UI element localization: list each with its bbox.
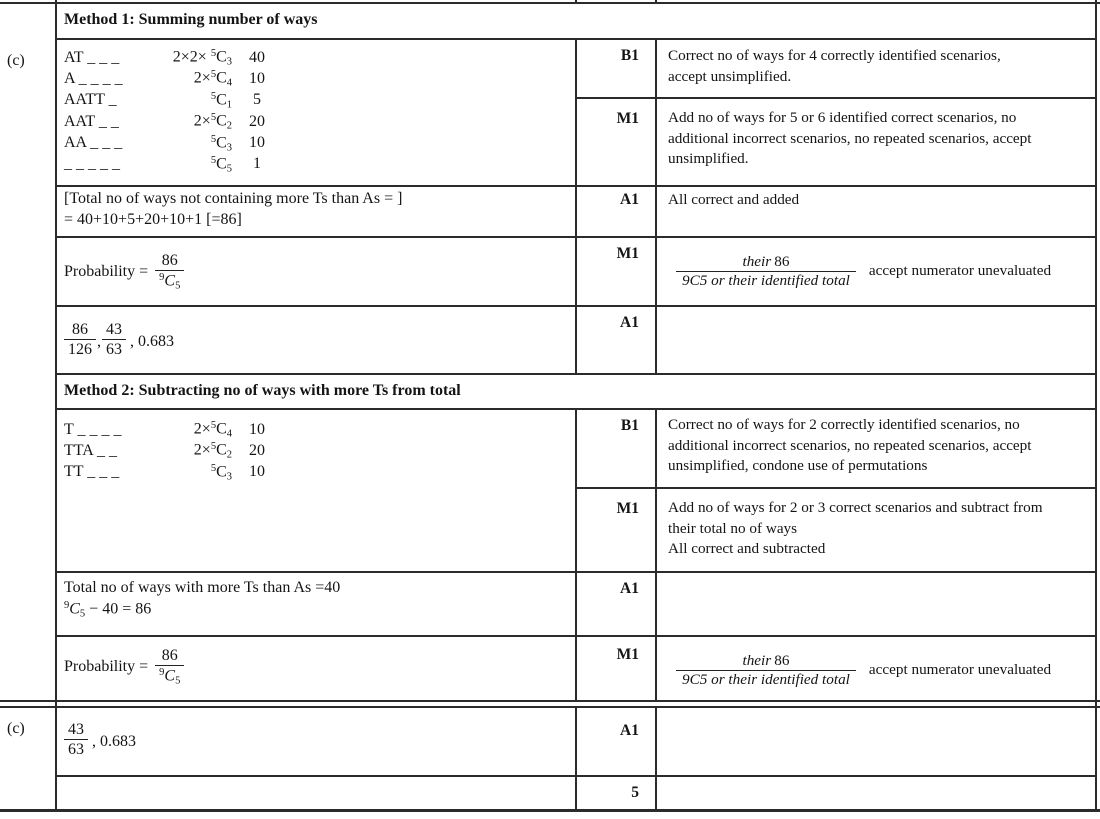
method2-header: Method 2: Subtracting no of ways with more Ts from total: [64, 382, 461, 399]
method1-scenario-table: [64, 48, 274, 176]
accept-note: accept numerator unevaluated: [868, 661, 1052, 678]
fraction-numerator: 86: [72, 321, 88, 338]
fraction-denominator: 126: [64, 339, 96, 359]
mark-code-m1: M1: [616, 110, 639, 127]
scenario-expression: [140, 112, 232, 132]
scenario-expression: [140, 441, 232, 461]
expr-subscript: 1: [226, 99, 232, 111]
expr-superscript: 5: [210, 48, 217, 59]
total-marks: 5: [631, 784, 639, 801]
scenario-row: [64, 112, 274, 133]
scenario-row: [64, 420, 274, 441]
method1-probability: [64, 241, 184, 303]
border-question-column: [55, 0, 57, 811]
expr-subscript: 3: [226, 142, 232, 154]
fraction-denominator: 63: [64, 739, 88, 759]
guidance-line: their total no of ways: [668, 519, 798, 537]
fraction-denominator: [155, 665, 184, 687]
scenario-ways: 10: [249, 134, 265, 152]
mark-code-m1: M1: [616, 245, 639, 262]
expr-superscript: 5: [210, 133, 217, 145]
method2-equation: [64, 600, 151, 620]
guidance-m1-b1: [668, 46, 1001, 87]
scenario-pattern: AT _ _ _: [64, 48, 120, 66]
scenario-row: [64, 155, 274, 176]
method1-total-line1: [Total no of ways not containing more Ts than As = ]: [64, 190, 403, 207]
border-guidance-column-a: [655, 39, 657, 375]
divider-b1-m1-method2: [575, 487, 1096, 489]
scenario-expression: [140, 420, 232, 440]
scenario-pattern: AA _ _ _: [64, 134, 123, 152]
guidance-m1-m1: [668, 108, 1031, 170]
guidance-line: Add no of ways for 5 or 6 identified correct scenarios, no: [668, 109, 1017, 126]
scenario-row: [64, 441, 274, 462]
final-answer: [64, 711, 136, 769]
probability-fraction: [155, 252, 184, 292]
expr-base: C: [216, 91, 227, 109]
guidance-line: unsimplified.: [668, 150, 749, 167]
guidance-line: additional incorrect scenarios, no repeated scenarios, accept: [668, 129, 1032, 147]
scenario-pattern: TTA _ _: [64, 441, 117, 459]
mark-code-b1: B1: [620, 47, 639, 64]
expr-base: C: [216, 69, 227, 87]
fraction-numerator: 43: [106, 321, 122, 338]
decimal-answer: , 0.683: [92, 733, 136, 750]
scenario-pattern: AAT _ _: [64, 112, 119, 130]
numerator-value: 86: [774, 651, 790, 669]
guidance-line: unsimplified, condone use of permutations: [668, 457, 928, 474]
scenario-pattern: AATT _: [64, 91, 117, 109]
fraction-numerator: 86: [161, 252, 178, 270]
guidance-m1-a1: [668, 190, 799, 211]
den-superscript: 9: [159, 272, 165, 284]
scenario-pattern: _ _ _ _ _: [64, 155, 120, 173]
method2-scenario-table: [64, 420, 274, 484]
mark-code-a1: A1: [620, 580, 639, 597]
expr-base: C: [216, 420, 227, 438]
guidance-m1-fraction-note: [676, 243, 1051, 299]
guidance-line: All correct and subtracted: [668, 540, 826, 557]
border-marks-column-stub: [575, 0, 577, 3]
question-part-label: (c): [7, 52, 25, 69]
expr-superscript: 5: [210, 154, 217, 166]
scenario-expression: [140, 91, 232, 111]
mark-code-b1: B1: [620, 417, 639, 434]
guidance-line: Correct no of ways for 4 correctly identified scenarios,: [668, 47, 1001, 64]
guidance-m2-b1: [668, 415, 1031, 477]
decimal-answer: , 0.683: [130, 333, 174, 350]
fraction-numerator: 43: [68, 721, 84, 738]
guidance-line: All correct and added: [668, 191, 800, 208]
expr-subscript: 4: [226, 428, 232, 440]
expr-prefix: 2×: [193, 441, 211, 459]
numerator-italic: their: [742, 252, 772, 270]
eq-rest: − 40 = 86: [85, 600, 152, 618]
double-rule-upper: [0, 700, 1100, 702]
guidance-line: accept unsimplified.: [668, 67, 792, 85]
mark-code-a1: A1: [620, 314, 639, 331]
scenario-pattern: TT _ _ _: [64, 463, 120, 481]
den-base: C: [164, 272, 176, 290]
divider-top: [0, 2, 1100, 4]
scenario-expression: [140, 69, 232, 89]
mark-code-a1: A1: [620, 191, 639, 208]
scenario-ways: 40: [249, 48, 265, 66]
method1-answer: [64, 309, 174, 371]
scenario-expression: [140, 48, 232, 68]
expr-base: C: [216, 112, 227, 130]
mark-code-m1: M1: [616, 646, 639, 663]
mark-code-a1: A1: [620, 722, 639, 739]
probability-label: Probability =: [64, 263, 149, 280]
expr-prefix: 2×: [193, 112, 211, 130]
border-guidance-column-b: [655, 409, 657, 702]
border-right-edge: [1095, 0, 1097, 811]
scenario-expression: [140, 134, 232, 154]
their-fraction: [676, 253, 856, 290]
scenario-expression: [140, 463, 232, 483]
scenario-row: [64, 463, 274, 484]
expr-subscript: 5: [226, 163, 232, 175]
scenario-pattern: T _ _ _ _: [64, 420, 122, 438]
den-subscript: 5: [175, 675, 181, 687]
final-fraction: [64, 721, 88, 759]
border-guidance-column-c: [655, 707, 657, 811]
border-guidance-column-stub: [655, 0, 657, 3]
comma-separator: ,: [97, 333, 101, 350]
answer-fraction-1: [64, 321, 96, 359]
scenario-ways: 1: [253, 155, 261, 173]
their-fraction: [676, 652, 856, 689]
fraction-denominator: [155, 270, 184, 292]
guidance-line: Add no of ways for 2 or 3 correct scenarios and subtract from: [668, 499, 1043, 516]
expr-base: C: [216, 441, 227, 459]
scenario-ways: 20: [249, 441, 265, 459]
expr-prefix: 2×: [193, 69, 211, 87]
expr-superscript: 5: [210, 441, 217, 453]
fraction-denominator: 9C5 or their identified total: [676, 670, 856, 689]
scenario-row: [64, 69, 274, 90]
expr-subscript: 3: [226, 471, 232, 483]
expr-superscript: 5: [210, 90, 217, 102]
method1-header: Method 1: Summing number of ways: [64, 11, 318, 28]
eq-superscript: 9: [64, 600, 70, 611]
expr-superscript: 5: [210, 462, 217, 474]
expr-base: C: [216, 48, 227, 66]
method2-total-line1: Total no of ways with more Ts than As =40: [64, 579, 341, 596]
scenario-ways: 20: [249, 112, 265, 130]
guidance-line: additional incorrect scenarios, no repeated scenarios, accept: [668, 436, 1032, 454]
method2-probability: [64, 638, 184, 696]
numerator-italic: their: [742, 651, 772, 669]
scenario-ways: 10: [249, 463, 265, 481]
accept-note: accept numerator unevaluated: [868, 262, 1052, 279]
den-subscript: 5: [175, 280, 181, 292]
divider-bottom: [0, 809, 1100, 812]
guidance-line: Correct no of ways for 2 correctly identified scenarios, no: [668, 416, 1020, 433]
expr-base: C: [216, 463, 227, 481]
scenario-ways: 5: [253, 91, 261, 109]
eq-subscript: 5: [79, 608, 86, 620]
scenario-row: [64, 134, 274, 155]
expr-superscript: 5: [210, 69, 217, 81]
expr-subscript: 2: [226, 449, 232, 461]
answer-fraction-2: [102, 321, 126, 359]
expr-superscript: 5: [210, 420, 217, 431]
scenario-ways: 10: [249, 69, 265, 87]
expr-subscript: 3: [226, 56, 232, 68]
fraction-numerator: 86: [161, 647, 178, 665]
scenario-expression: [140, 155, 232, 175]
scenario-pattern: A _ _ _ _: [64, 69, 123, 87]
expr-base: C: [216, 134, 227, 152]
question-part-label-repeat: (c): [7, 720, 25, 737]
scenario-row: [64, 91, 274, 112]
probability-label: Probability =: [64, 658, 149, 675]
expr-subscript: 2: [226, 120, 232, 132]
expr-prefix: 2×: [193, 420, 211, 438]
mark-code-m1: M1: [616, 500, 639, 517]
fraction-denominator: 63: [102, 339, 126, 359]
scenario-row: [64, 48, 274, 69]
fraction-numerator: [676, 652, 856, 670]
divider-b1-m1-method1: [575, 97, 1096, 99]
expr-superscript: 5: [210, 112, 217, 124]
scenario-ways: 10: [249, 420, 265, 438]
eq-base: C: [69, 600, 80, 618]
den-base: C: [164, 667, 176, 685]
guidance-m2-m1: [668, 498, 1043, 560]
double-rule-lower: [0, 706, 1100, 708]
fraction-numerator: [676, 253, 856, 271]
numerator-value: 86: [774, 252, 790, 270]
expr-prefix: 2×2×: [172, 48, 211, 66]
expr-subscript: 4: [226, 77, 232, 89]
fraction-denominator: 9C5 or their identified total: [676, 271, 856, 290]
guidance-m2-fraction-note: [676, 642, 1051, 698]
den-superscript: 9: [159, 667, 165, 679]
expr-base: C: [216, 155, 227, 173]
probability-fraction: [155, 647, 184, 687]
method1-total-line2: = 40+10+5+20+10+1 [=86]: [64, 211, 242, 228]
